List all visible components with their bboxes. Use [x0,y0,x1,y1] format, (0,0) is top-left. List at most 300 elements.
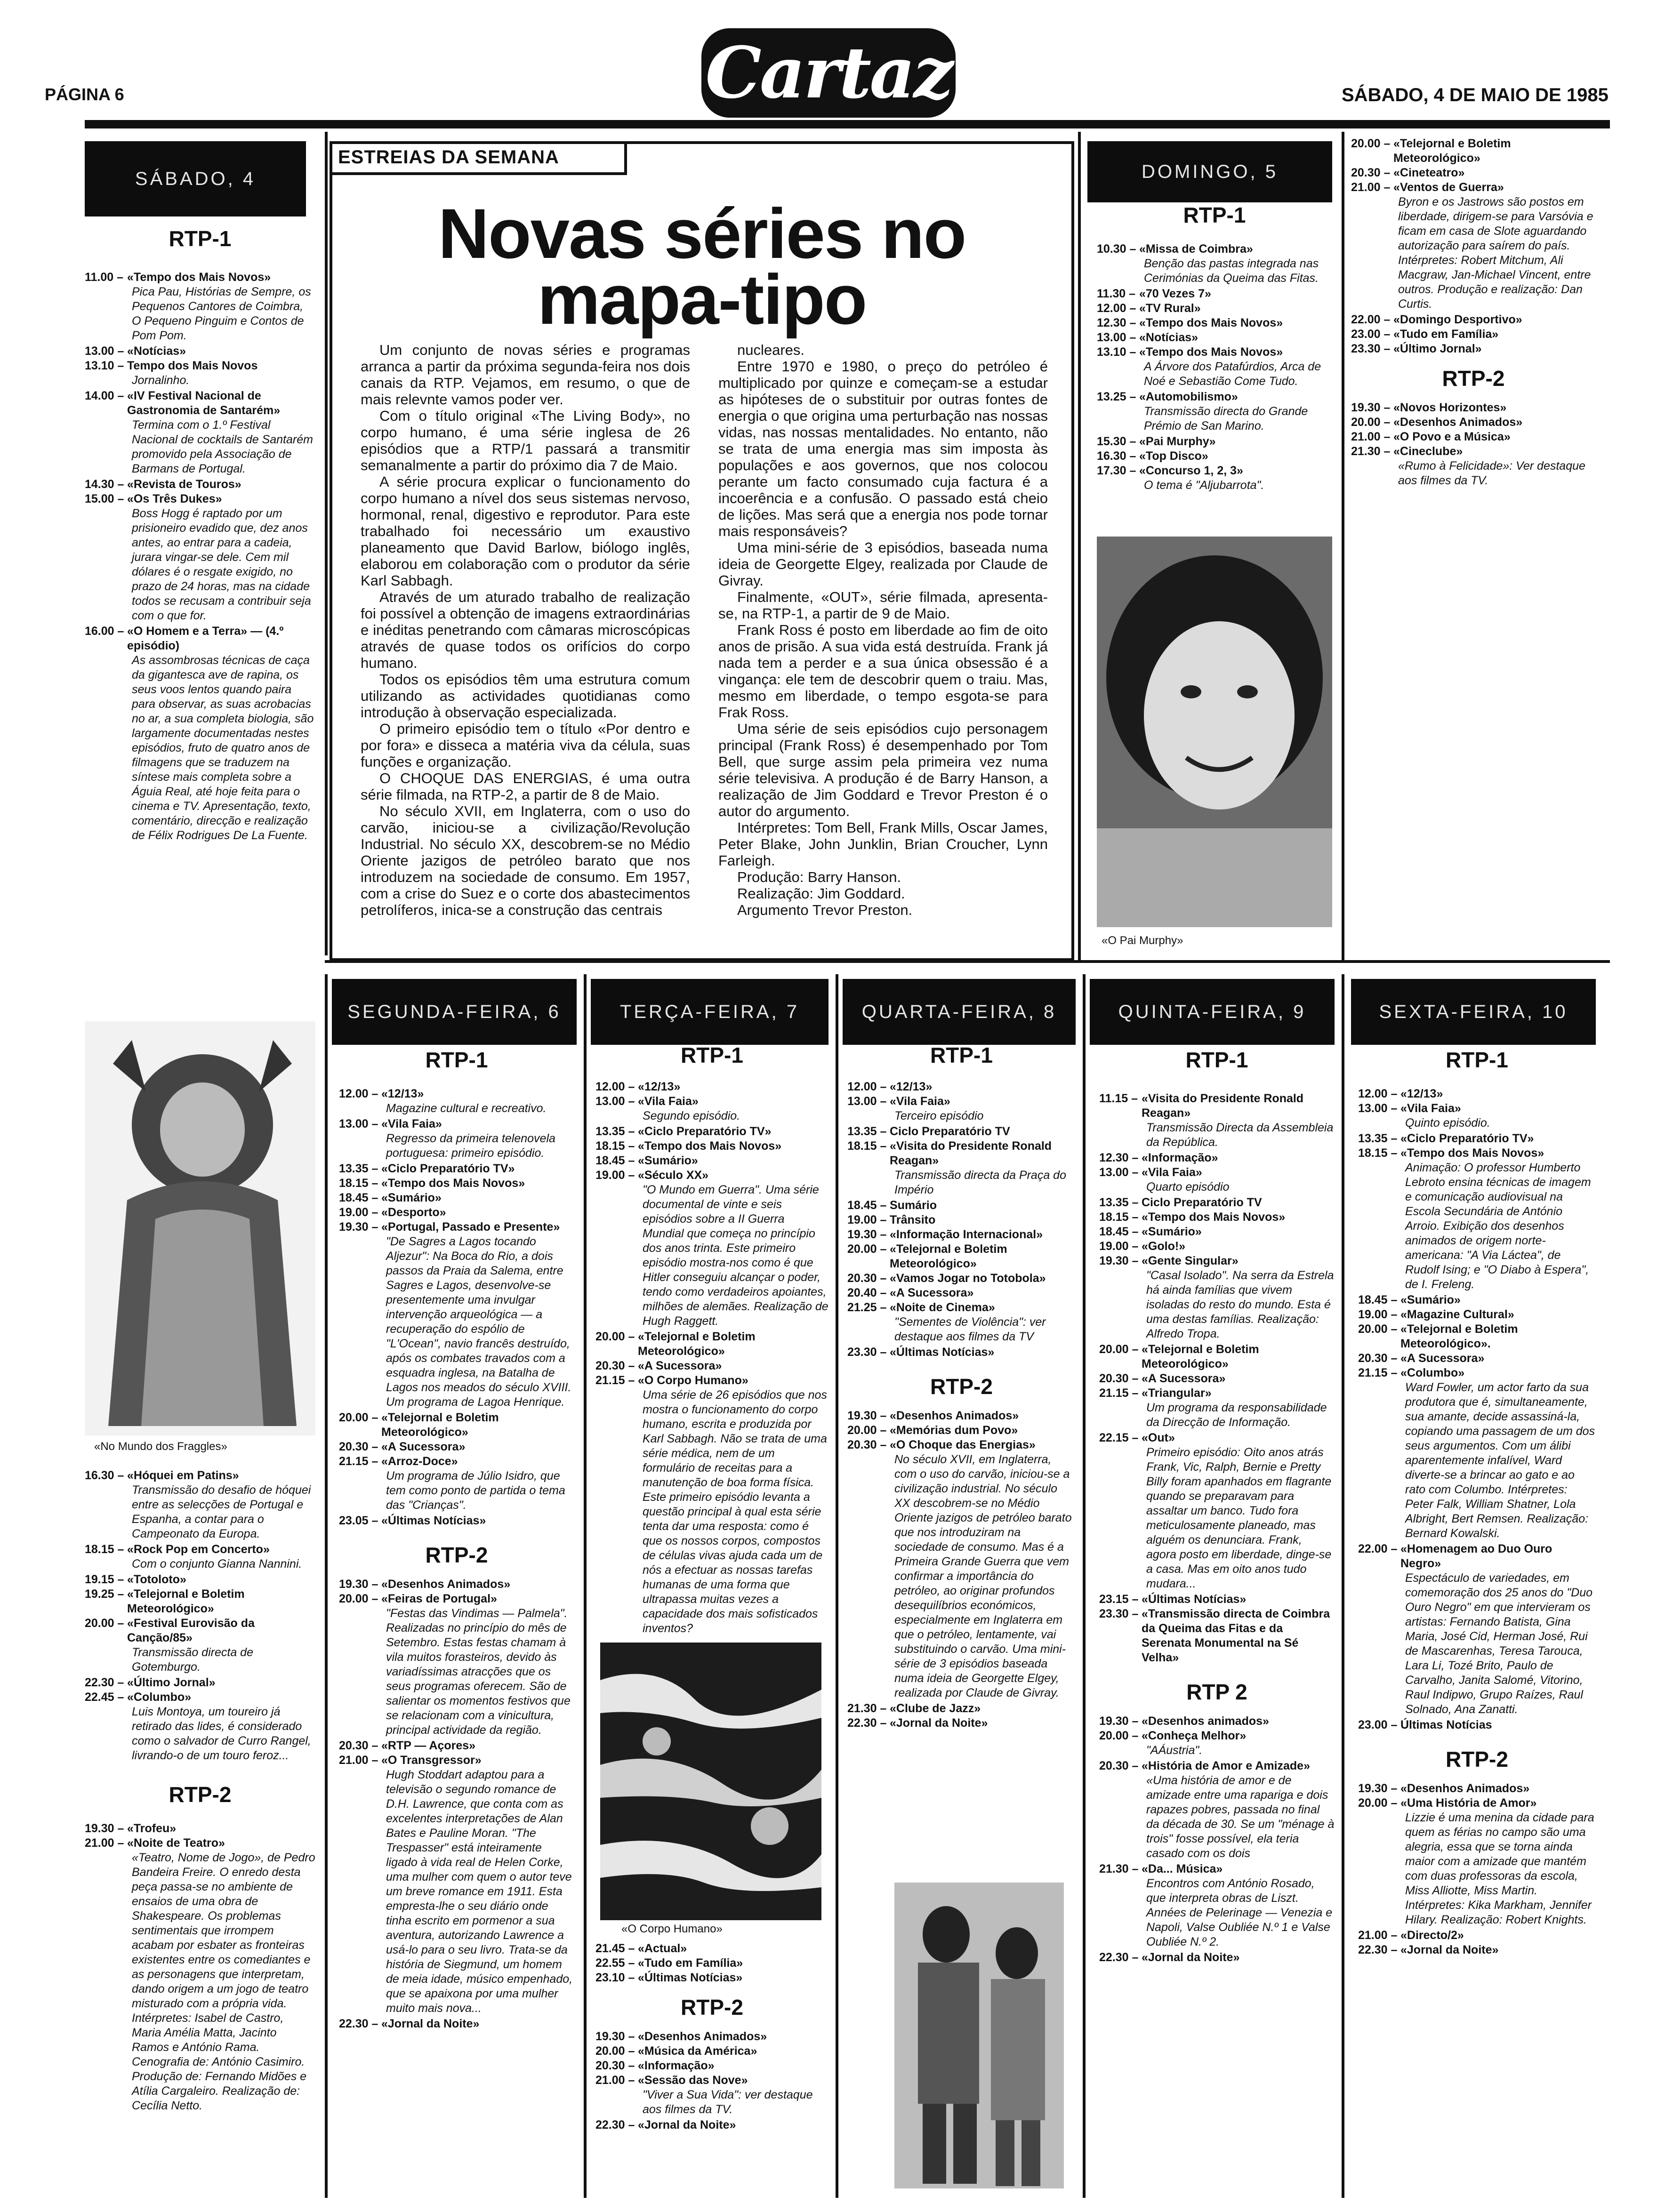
article-paragraph: Um conjunto de novas séries e programas arranca a partir da próxima segunda-feira nos dois canais da RTP. Vejamos, em resumo, o que de mais relevnte vamos poder ver. [361,342,690,408]
program-title: «Ciclo Preparatório TV» [1400,1132,1534,1145]
program-item [1358,1131,1596,1146]
program-item [1358,1101,1596,1116]
channel-rtp2: RTP-2 [1446,1747,1508,1771]
program-title: «Vila Faia» [1142,1166,1202,1179]
program-title: «Sumário» [1142,1225,1202,1238]
program-title: «Top Disco» [1139,449,1208,463]
program-title: «Últimas Notícias» [1142,1593,1247,1606]
program-time: 20.00 – [339,1592,378,1605]
program-description: Segundo episódio. [643,1109,740,1122]
program-title: «Cineclube» [1393,445,1463,458]
program-title: «Jornal da Noite» [1142,1951,1240,1964]
program-title: «Actual» [638,1942,687,1955]
program-list [85,1468,315,1763]
program-title: Últimas Notícias [1400,1718,1492,1731]
program-time: 21.45 – [595,1942,635,1955]
program-item [1099,1950,1335,1965]
program-item [85,270,315,285]
program-time: 23.00 – [1358,1718,1398,1731]
program-description: Pica Pau, Histórias de Sempre, os Pequenos Cantores de Coimbra, O Pequeno Pinguim e Contos de Pom Pom. [132,285,311,342]
program-time: 20.00 – [1358,1796,1398,1810]
program-title: «História de Amor e Amizade» [1142,1759,1310,1772]
program-description: Transmissão directa da Praça do Império [894,1169,1066,1196]
program-description: "Casal Isolado". Na serra da Estrela há ainda famílias que vivem isoladas do resto do mundo. Esta é uma destas famílias. Realização: Alfredo Tropa. [1146,1269,1334,1340]
program-title: «Últimas Notícias» [381,1514,486,1527]
program-item [595,1154,828,1168]
program-time: 19.00 – [1099,1240,1139,1253]
program-time: 23.30 – [1099,1607,1139,1620]
program-item [339,1220,574,1234]
day-header-sabado: SÁBADO, 4 [85,141,306,216]
program-time: 13.35 – [1358,1132,1398,1145]
program-title: «O Homem e a Terra» — (4.º episódio) [127,625,284,652]
program-item [595,1971,828,1985]
program-time: 13.00 – [595,1095,635,1108]
column-rule [1078,132,1081,960]
program-time: 18.45 – [847,1199,887,1212]
cells-image [600,1643,821,1920]
program-title: Tempo dos Mais Novos [127,359,258,372]
program-time: 19.00 – [339,1206,378,1219]
program-item [1099,1165,1335,1180]
program-description: Um programa da responsabilidade da Direcção de Informação. [1146,1401,1327,1429]
program-time: 20.00 – [595,2044,635,2058]
program-item [1097,434,1332,449]
program-title: «Magazine Cultural» [1400,1308,1514,1321]
channel-rtp1: RTP-1 [1185,1048,1248,1072]
program-time: 20.00 – [1358,1322,1398,1336]
program-title: «Columbo» [127,1691,192,1704]
program-title: «Desenhos animados» [1142,1715,1269,1728]
program-title: «Tempo dos Mais Novos» [1139,316,1283,329]
program-item [847,1409,1076,1423]
program-item [847,1716,1076,1731]
program-title: «IV Festival Nacional de Gastronomia de Santarém» [127,389,281,417]
program-time: 19.30 – [1099,1715,1139,1728]
program-title: «Desenhos Animados» [638,2030,767,2043]
corpo-humano-photo [600,1643,821,1920]
terca-column-cont [595,1941,828,2132]
day-header-domingo: DOMINGO, 5 [1087,141,1332,202]
program-title: «Música da América» [638,2044,757,2058]
program-title: «Sumário» [1400,1293,1461,1306]
program-title: «Telejornal e Boletim Meteorológico» [890,1242,1007,1270]
program-time: 20.00 – [1351,416,1391,429]
program-item [85,344,315,359]
program-title: «Hóquei em Patins» [127,1469,239,1482]
program-title: «Vila Faia» [381,1117,442,1130]
program-title: «Tempo dos Mais Novos» [127,271,271,284]
program-title: «Informação» [1142,1151,1218,1164]
program-title: «Feiras de Portugal» [381,1592,497,1605]
program-title: «Tempo dos Mais Novos» [1400,1146,1544,1160]
channel-rtp1: RTP-1 [681,1043,743,1067]
program-list [595,2029,828,2132]
program-title: «O Transgressor» [381,1754,482,1767]
program-list [847,1080,1076,1360]
program-time: 20.00 – [847,1242,887,1256]
channel-rtp1: RTP-1 [930,1043,993,1067]
program-time: 23.30 – [1351,342,1391,355]
program-time: 15.00 – [85,492,124,505]
program-item [1097,287,1332,301]
program-time: 14.00 – [85,389,124,402]
pai-murphy-photo [1097,537,1332,927]
program-item [1358,1781,1596,1796]
program-list [85,270,315,843]
program-description: A Árvore dos Patafúrdios, Arca de Noé e Sebastião Come Tudo. [1144,360,1321,388]
program-title: «Noite de Cinema» [890,1301,995,1314]
program-title: «Cineteatro» [1393,166,1465,179]
program-time: 20.00 – [85,1617,124,1630]
program-item [847,1198,1076,1213]
program-title: «12/13» [890,1080,933,1093]
program-time: 17.30 – [1097,464,1136,477]
program-title: «Desenhos Animados» [1393,416,1523,429]
article-paragraph: Uma mini-série de 3 episódios, baseada numa ideia de Georgette Elgey, realizada por Claude de Givray. [718,539,1048,589]
program-time: 12.00 – [339,1087,378,1100]
program-title: «Directo/2» [1400,1929,1464,1942]
program-description: Regresso da primeira telenovela portuguesa: primeiro episódio. [386,1132,555,1160]
program-time: 20.30 – [595,1359,635,1372]
program-time: 20.00 – [1099,1343,1139,1356]
program-item [339,1577,574,1592]
couple-image [894,1883,1064,2188]
program-time: 19.30 – [339,1220,378,1234]
program-time: 22.00 – [1351,313,1391,326]
program-description: Quinto episódio. [1405,1116,1490,1130]
program-description: Transmissão directa de Gotemburgo. [132,1646,253,1674]
program-time: 22.30 – [339,2017,378,2030]
program-time: 22.30 – [85,1676,124,1689]
program-time: 18.45 – [595,1154,635,1167]
program-item [847,1139,1076,1168]
program-item [1351,327,1596,342]
program-time: 12.30 – [1099,1151,1139,1164]
program-item [85,359,315,373]
program-title: «Tempo dos Mais Novos» [1142,1210,1286,1224]
program-time: 12.00 – [595,1080,635,1093]
program-title: Sumário [890,1199,937,1212]
program-time: 20.30 – [339,1440,378,1453]
program-title: Ciclo Preparatório TV [1142,1196,1262,1209]
program-time: 21.00 – [85,1836,124,1850]
puppet-figure-image [85,1021,315,1435]
program-title: «Gente Singular» [1142,1254,1239,1267]
program-list [1097,242,1332,493]
program-item [1358,1307,1596,1322]
program-title: «12/13» [381,1087,424,1100]
program-title: «Uma História de Amor» [1400,1796,1537,1810]
program-time: 19.30 – [85,1822,124,1835]
issue-date: SÁBADO, 4 DE MAIO DE 1985 [1342,85,1609,105]
program-title: «Telejornal e Boletim Meteorológico» [381,1411,499,1439]
program-item [1097,301,1332,316]
program-time: 20.00 – [1351,137,1391,150]
program-title: «Tempo dos Mais Novos» [638,1139,782,1153]
article-paragraph: Através de um aturado trabalho de realização foi possível a obtenção de imagens extraordinárias e inéditas penetrando com câmaras microscópicas através de quase todos os orifícios do corpo humano. [361,589,690,671]
program-description: O tema é "Aljubarrota". [1144,479,1264,492]
program-time: 20.00 – [1099,1729,1139,1742]
article-paragraph: A série procura explicar o funcionamento do corpo humano a nível dos seus sistemas nervoso, hormonal, renal, digestivo e reprodutor. Para este trabalhado foi necessário um exaustivo planeamento que David Barlow, biólogo inglês, elaborou em colaboração com o produtor da série Karl Sabbagh. [361,473,690,589]
program-time: 13.10 – [85,359,124,372]
program-description: "De Sagres a Lagos tocando Aljezur": Na Boca do Rio, a dois passos da Praia da Salema, entre Sagres e Lagos, desenvolve-se presentemente uma invulgar intervenção arqueológica — a recuperação do espólio de "L'Ocean", navio francês destruído, após os combates travados com a esquadra inglesa, na Batalha de Lagos nos meados do século XVIII. Um programa de Lagoa Henrique. [386,1235,571,1409]
program-list [339,1577,574,2031]
program-item [85,624,315,653]
segunda-column [339,1047,574,2031]
program-item [1099,1592,1335,1607]
program-time: 19.30 – [1351,401,1391,414]
sabado-column-cont [85,1468,315,2114]
program-time: 19.00 – [847,1213,887,1226]
program-item [847,1213,1076,1227]
program-item [1351,401,1596,415]
program-title: «Revista de Touros» [127,478,241,491]
program-description: «Uma história de amor e de amizade entre uma rapariga e dois rapazes pobres, passada no final da década de 30. Se um "ménage à trois" fosse possível, ela teria casado com os dois [1146,1774,1335,1860]
terca-column [595,1042,828,1637]
day-header-terca: TERÇA-FEIRA, 7 [591,979,828,1045]
channel-rtp2: RTP-2 [1442,366,1505,391]
program-item [85,1616,315,1645]
program-item [1099,1759,1335,1773]
program-item [1358,1928,1596,1943]
quinta-column [1099,1047,1335,1965]
program-title: «Tempo dos Mais Novos» [381,1177,525,1190]
program-item [847,1080,1076,1094]
program-item [85,389,315,418]
program-item [595,1359,828,1373]
channel-rtp1: RTP-1 [169,226,232,251]
program-title: «A Sucessora» [638,1359,722,1372]
program-time: 18.45 – [1358,1293,1398,1306]
program-item [339,1411,574,1440]
program-time: 22.30 – [847,1716,887,1730]
program-time: 19.00 – [1358,1308,1398,1321]
program-description: Terceiro episódio [894,1109,984,1122]
program-title: «Sessão das Nove» [638,2074,748,2087]
program-time: 14.30 – [85,478,124,491]
article-paragraph: O CHOQUE DAS ENERGIAS, é uma outra série filmada, na RTP-2, a partir de 8 de Maio. [361,770,690,803]
program-time: 21.00 – [1358,1929,1398,1942]
program-time: 13.00 – [847,1095,887,1108]
program-title: «Arroz-Doce» [381,1455,458,1468]
program-time: 21.30 – [1099,1862,1139,1875]
sexta-column [1358,1047,1596,1957]
program-title: «Portugal, Passado e Presente» [381,1220,560,1234]
channel-rtp2: RTP-2 [681,1995,743,2020]
program-title: «Columbo» [1400,1366,1465,1379]
program-description: Espectáculo de variedades, em comemoração dos 25 anos do "Duo Ouro Negro" em que intervieram os artistas: Fernando Batista, Gina Maria, José Cid, Herman José, Rui de Mascarenhas, Teresa Tarouca, Lara Li, Tozé Brito, Paulo de Carvalho, Janita Salomé, Vitorino, Raul Indipwo, Grupo Raízes, Raul Solnado, Ana Zanatti. [1405,1571,1593,1716]
program-list [1351,136,1596,356]
program-time: 22.30 – [1358,1943,1398,1956]
program-time: 13.00 – [1097,331,1136,344]
program-description: Com o conjunto Gianna Nannini. [132,1557,302,1571]
masthead-rule [85,120,1610,128]
program-item [1099,1210,1335,1225]
article-kicker: ESTREIAS DA SEMANA [338,147,559,168]
program-description: «Rumo à Felicidade»: Ver destaque aos filmes da TV. [1398,459,1585,487]
program-item [1358,1943,1596,1957]
program-description: Luis Montoya, um toureiro já retirado das lides, é considerado como o salvador de Curro Rangel, livrando-o de um touro feroz... [132,1705,311,1762]
program-title: «Últimas Notícias» [638,1971,743,1984]
program-title: «Desenhos Animados» [1400,1782,1530,1795]
program-title: «Jornal da Noite» [1400,1943,1499,1956]
program-item [339,1176,574,1191]
program-time: 13.00 – [1099,1166,1139,1179]
program-item [595,1168,828,1183]
article-paragraph: Frank Ross é posto em liberdade ao fim de oito anos de prisão. A sua vida está destruída. Frank já nada tem a perder e a sua única obsessão é a vingança: ele tem de descobrir quem o traiu. Mas, mesmo em liberdade, o tempo esgota-se para Frak Ross. [718,622,1048,721]
program-title: «Desporto» [381,1206,446,1219]
program-list [339,1087,574,1528]
program-time: 12.00 – [847,1080,887,1093]
program-title: «Telejornal e Boletim Meteorológico» [1142,1343,1259,1370]
program-title: «Tudo em Família» [638,1956,743,1970]
program-description: Boss Hogg é raptado por um prisioneiro evadido que, dez anos antes, ao entrar para a cadeia, jurara vingar-se dele. Cem mil dólares é o resgate exigido, no prazo de 24 horas, mas na cidade todos se recusam a contribuir seja com o que for. [132,507,311,622]
program-time: 16.30 – [85,1469,124,1482]
program-title: «Concurso 1, 2, 3» [1139,464,1243,477]
program-item [595,2073,828,2088]
program-time: 19.30 – [1099,1254,1139,1267]
program-title: «Desenhos Animados» [381,1578,511,1591]
program-time: 13.00 – [1358,1102,1398,1115]
program-time: 20.40 – [847,1286,887,1299]
program-title: «Informação» [638,2059,715,2072]
column-rule [325,974,328,2198]
program-item [339,1117,574,1131]
program-item [1358,1718,1596,1732]
program-time: 23.10 – [595,1971,635,1984]
program-item [339,1592,574,1606]
program-item [339,1440,574,1454]
program-title: «Vila Faia» [1400,1102,1461,1115]
program-item [847,1242,1076,1271]
program-time: 21.15 – [1099,1387,1139,1400]
program-description: "AÁustria". [1146,1744,1203,1757]
program-item [85,1821,315,1836]
program-time: 21.30 – [1351,445,1391,458]
article-paragraph: Produção: Barry Hanson. [737,869,901,885]
program-title: «Vila Faia» [890,1095,950,1108]
program-description: Transmissão directa do Grande Prémio de San Marino. [1144,405,1308,433]
program-time: 20.30 – [595,2059,635,2072]
column-rule [1342,132,1344,960]
program-time: 18.15 – [1358,1146,1398,1160]
program-item [339,1514,574,1528]
domingo-column [1097,202,1332,494]
program-title: «A Sucessora» [1142,1372,1226,1385]
program-title: «Memórias dum Povo» [890,1424,1018,1437]
program-time: 22.00 – [1358,1542,1398,1555]
program-title: «Tempo dos Mais Novos» [1139,345,1283,359]
program-title: «Visita do Presidente Ronald Reagan» [890,1139,1052,1167]
program-list [1351,401,1596,488]
program-item [1099,1239,1335,1254]
article-paragraph: Argumento Trevor Preston. [737,902,913,918]
program-title: «70 Vezes 7» [1139,287,1211,300]
program-time: 21.15 – [339,1455,378,1468]
program-item [1351,166,1596,180]
program-item [1358,1087,1596,1101]
program-title: «Os Três Dukes» [127,492,222,505]
program-title: «A Sucessora» [890,1286,974,1299]
program-title: «Totoloto» [127,1573,186,1586]
program-time: 16.30 – [1097,449,1136,463]
cartaz-logo: Cartaz [701,28,956,118]
program-time: 18.45 – [339,1191,378,1204]
article-column-1 [361,342,690,918]
program-time: 23.00 – [1351,328,1391,341]
program-time: 20.30 – [1099,1372,1139,1385]
program-item [847,1124,1076,1139]
program-item [85,1587,315,1616]
program-time: 19.30 – [1358,1782,1398,1795]
domingo-column-cont [1351,136,1596,489]
program-time: 20.30 – [1358,1352,1398,1365]
program-item [1099,1342,1335,1371]
program-item [1099,1151,1335,1165]
program-time: 12.30 – [1097,316,1136,329]
program-title: «O Choque das Energias» [890,1438,1036,1451]
program-item [1358,1322,1596,1351]
program-item [1099,1225,1335,1239]
program-item [339,1191,574,1205]
program-item [85,1572,315,1587]
program-description: Termina com o 1.º Festival Nacional de cocktails de Santarém promovido pela Associação de Barmans de Portugal. [132,418,313,475]
program-time: 19.30 – [847,1228,887,1241]
program-item [339,2017,574,2031]
program-item [1097,464,1332,478]
program-title: «RTP — Açores» [381,1739,476,1752]
program-title: «Missa de Coimbra» [1139,242,1253,256]
program-item [847,1286,1076,1300]
program-item [339,1739,574,1753]
program-title: «Transmissão directa de Coimbra da Queima das Fitas e da Serenata Monumental na Sé Velha» [1142,1607,1330,1664]
program-time: 11.15 – [1099,1092,1138,1105]
program-item [1099,1371,1335,1386]
program-title: «Jornal da Noite» [890,1716,988,1730]
program-item [1351,136,1596,166]
program-item [1351,313,1596,327]
column-rule [325,132,328,955]
program-description: Ward Fowler, um actor farto da sua produtora que é, simultaneamente, sua amante, decide assassiná-la, copiando uma passagem de um dos seus argumentos. Com um álibi aparentemente infalível, Ward diverte-se a brincar ao gato e ao rato com Columbo. Intérpretes: Peter Falk, William Shatner, Lola Albright, Bert Remsen. Realização: Bernard Kowalski. [1405,1381,1595,1540]
program-time: 21.00 – [1351,430,1391,443]
program-title: «TV Rural» [1139,302,1201,315]
program-item [595,1139,828,1154]
program-item [85,1468,315,1483]
program-time: 20.00 – [339,1411,378,1424]
program-item [1358,1293,1596,1307]
program-description: "Sementes de Violência": ver destaque aos filmes da TV [894,1315,1046,1343]
program-time: 20.00 – [595,1330,635,1343]
program-title: «Domingo Desportivo» [1393,313,1522,326]
program-time: 10.30 – [1097,242,1136,256]
program-title: «Telejornal e Boletim Meteorológico». [1400,1322,1518,1350]
program-item [847,1423,1076,1438]
program-list [595,1941,828,1985]
program-title: «Tudo em Família» [1393,328,1499,341]
program-title: «Festival Eurovisão da Canção/85» [127,1617,255,1644]
program-title: «Ventos de Guerra» [1393,181,1504,194]
program-item [1099,1254,1335,1268]
program-time: 13.35 – [339,1162,378,1175]
program-title: «Automobilismo» [1139,390,1238,403]
channel-rtp2: RTP-2 [930,1374,993,1399]
program-time: 18.15 – [1099,1210,1139,1224]
program-title: «Ciclo Preparatório TV» [381,1162,515,1175]
program-title: «Novos Horizontes» [1393,401,1507,414]
program-item [1351,415,1596,430]
program-item [847,1227,1076,1242]
